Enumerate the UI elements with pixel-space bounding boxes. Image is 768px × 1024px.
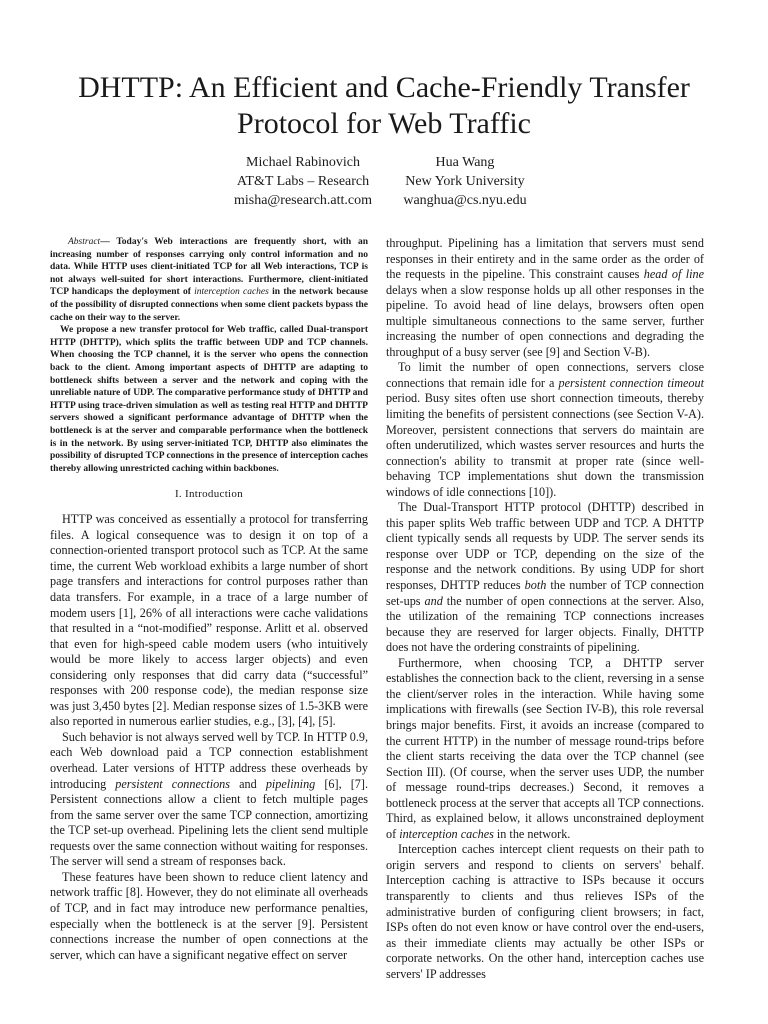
left-column <box>50 236 368 963</box>
paragraph: To limit the number of open connections, servers close connections that remain idle for a persistent connection timeout period. Busy sites often use short connection timeouts, thereby limiting the benefits of persistent connections (see Section V-A). Moreover, persistent connections that servers do maintain are often underutilized, which wastes server resources and hurts the connection's ability to transmit at proper rate (since well-behaving TCP implementations shut down the transmission windows of idle connections [10]). <box>386 360 704 499</box>
paragraph: Furthermore, when choosing TCP, a DHTTP server establishes the connection back to the client, reversing in a sense the client/server roles in the interaction. While having some implications with firewalls (see Section IV-B), this role reversal brings major benefits. First, it avoids an increase (compared to the current HTTP) in the number of message round-trips before the client starts receiving the data over the TCP channel (see Section III). (Of course, when the server uses UDP, the number of message round-trips decreases.) Second, it removes a bottleneck process at the server that accepts all TCP connections. Third, as explained below, it allows unconstrained deployment of interception caches in the network. <box>386 655 704 841</box>
title-line-2: Protocol for Web Traffic <box>237 107 531 140</box>
paragraph: Interception caches intercept client requests on their path to origin servers and respond to clients on servers' behalf. Interception caching is attractive to ISPs because it occurs transparently to clients and thus relieves ISPs of the administrative burden of configuring client browsers; in fact, ISPs often do not even know or have control over the end-users, as their immediate clients may actually be other ISPs or corporate networks. On the other hand, interception caches use servers' IP addresses <box>386 842 704 981</box>
paragraph: These features have been shown to reduce client latency and network traffic [8]. However, they do not eliminate all overheads of TCP, and in fact may introduce new performance penalties, especially when the bottleneck is at the server [9]. Persistent connections increase the number of open connections at the server, which can have a significant negative effect on server <box>50 869 368 962</box>
title-line-1: DHTTP: An Efficient and Cache-Friendly Transfer <box>78 71 690 104</box>
author-2 <box>375 153 555 210</box>
abstract-paragraph-1: Abstract— Today's Web interactions are frequently short, with an increasing number of responses carrying only control information and no data. While HTTP uses client-initiated TCP for all Web interactions, TCP is not always well-suited for short interactions. Furthermore, client-initiated TCP handicaps the deployment of interception caches in the network because of the possibility of disrupted connections when some client packets bypass the cache on their way to the server. <box>50 237 368 323</box>
introduction-body <box>50 512 368 963</box>
abstract <box>50 236 368 475</box>
right-column <box>386 236 704 982</box>
section-heading: I. Introduction <box>174 488 244 501</box>
paragraph: Such behavior is not always served well by TCP. In HTTP 0.9, each Web download paid a TCP connection establishment overhead. Later versions of HTTP address these overheads by introducing persistent connections and pipelining [6], [7]. Persistent connections allow a client to fetch multiple pages from the same server over the same TCP connection, amortizing the TCP set-up overhead. Pipelining lets the client send multiple requests over the same connection without waiting for responses. The server will send a stream of responses back. <box>50 729 368 869</box>
paragraph: HTTP was conceived as essentially a protocol for transferring files. A logical consequence was to design it on top of a connection-oriented transport protocol such as TCP. At the same time, the current Web workload exhibits a large number of short page transfers and interactions for control purposes rather than data transfers. For example, in a trace of a large number of modem users [1], 26% of all interactions were cache validations that resulted in a “not-modified” response. Arlitt et al. observed that even for high-speed cable modem users (who intuitively would be more likely to access larger objects) and even considering only responses that did carry data (“successful” responses with 200 response code), the median response size was just 3,450 bytes [2]. Median response sizes of 1.5-3KB were also reported in numerous earlier studies, e.g., [3], [4], [5]. <box>50 512 368 729</box>
author-email: wanghua@cs.nyu.edu <box>403 193 527 208</box>
paper-title <box>40 70 728 142</box>
abstract-paragraph-2: We propose a new transfer protocol for Web traffic, called Dual-transport HTTP (DHTTP), which splits the traffic between UDP and TCP channels. When choosing the TCP channel, it is the server who opens the connection back to the client. Among important aspects of DHTTP are adapting to bottleneck shifts between a server and the network and coping with the unreliable nature of UDP. The comparative performance study of DHTTP and HTTP using trace-driven simulation as well as testing real HTTP and DHTTP servers showed a significant performance advantage of DHTTP when the bottleneck is at the server and comparable performance when the bottleneck is in the network. By using server-initiated TCP, DHTTP also eliminates the possibility of disrupted TCP connections in the presence of interception caches thereby allowing unrestricted caching within backbones. <box>50 325 368 474</box>
author-affiliation: New York University <box>405 174 525 189</box>
abstract-lead: Abstract <box>68 237 101 247</box>
author-name: Hua Wang <box>435 155 495 170</box>
author-email: misha@research.att.com <box>233 193 373 208</box>
author-1 <box>213 153 393 210</box>
paragraph: throughput. Pipelining has a limitation that servers must send responses in their entirety and in the same order as the order of the requests in the pipeline. This constraint causes head of line delays when a slow response holds up all other responses in the pipeline. To avoid head of line delays, browsers often open multiple simultaneous connections to the same server, further increasing the number of open connections and degrading the throughput of a busy server (see [9] and Section V-B). <box>386 236 704 359</box>
right-body <box>386 236 704 982</box>
paragraph: The Dual-Transport HTTP protocol (DHTTP) described in this paper splits Web traffic between UDP and TCP. A DHTTP client typically sends all requests by UDP. The server sends its response over UDP or TCP, depending on the size of the response and the network conditions. By using UDP for short responses, DHTTP reduces both the number of TCP connection set-ups and the number of open connections at the server. Also, the utilization of the remaining TCP connections increases because they are reserved for larger objects. Finally, DHTTP does not have the ordering constraints of pipelining. <box>386 500 705 655</box>
author-name: Michael Rabinovich <box>246 155 360 170</box>
author-affiliation: AT&T Labs – Research <box>236 174 370 189</box>
